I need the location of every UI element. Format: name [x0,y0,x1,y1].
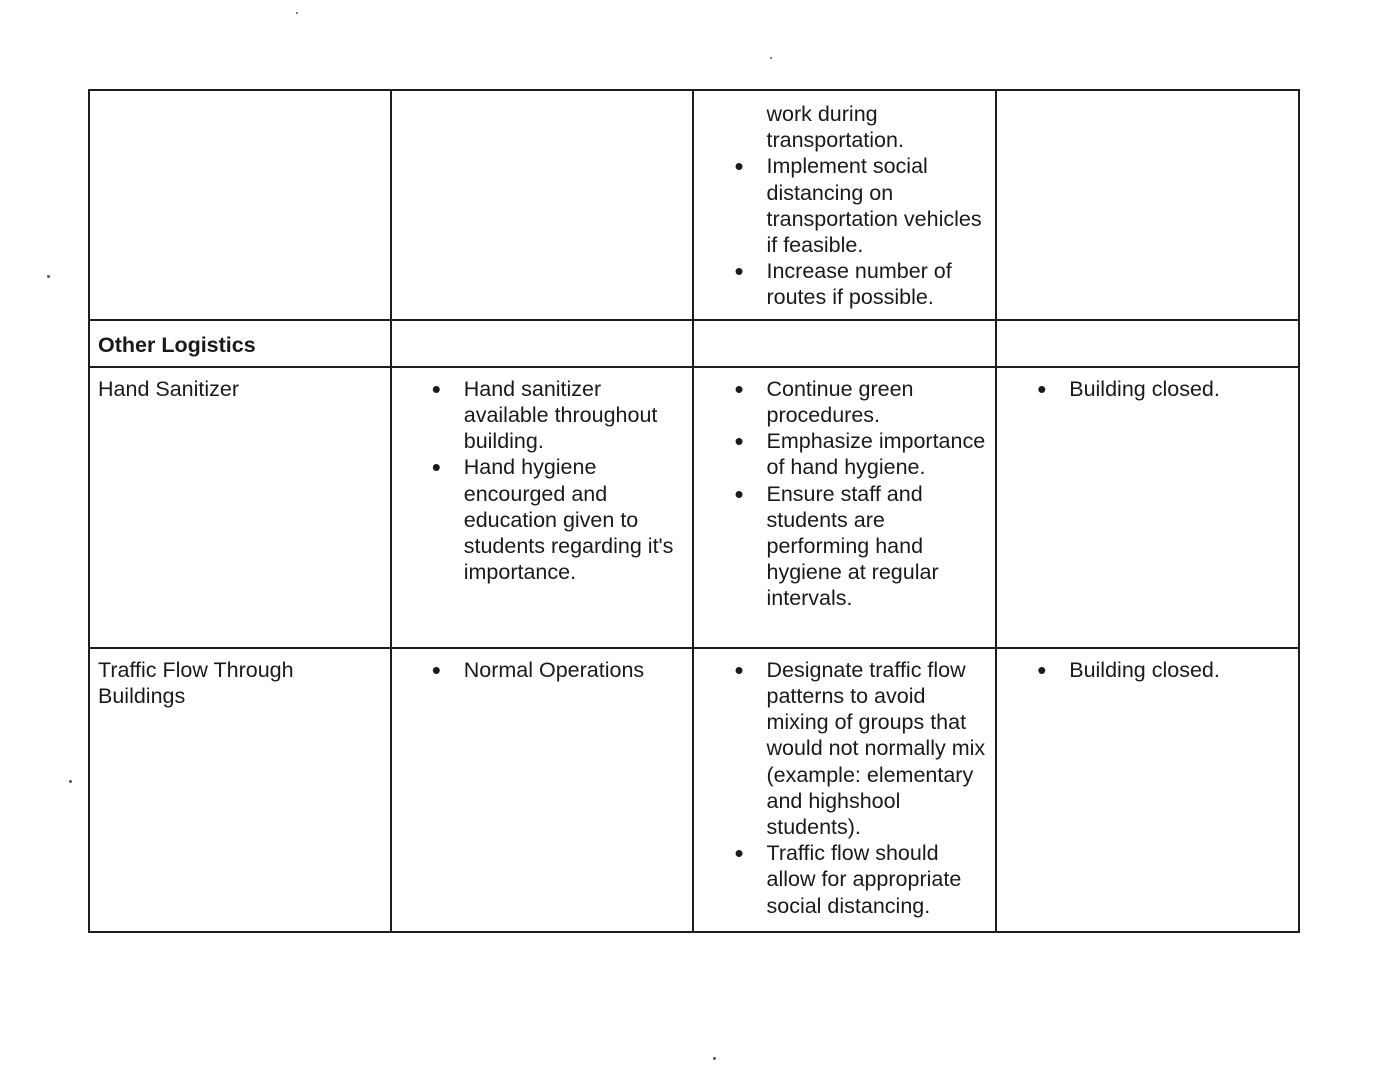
table-cell [391,367,694,648]
table-cell [693,320,996,367]
list-item: • Hand sanitizer available throughout building. [392,376,685,455]
list-item: • Building closed. [997,657,1290,683]
table-cell [693,648,996,932]
table-row-hand-sanitizer [89,367,1299,648]
table-row-traffic-flow [89,648,1299,932]
table-cell [996,320,1299,367]
scan-speck [296,12,298,14]
scan-speck [713,1057,716,1060]
list-item: • Building closed. [997,376,1290,402]
bullet-list [997,649,1298,691]
table-cell [996,90,1299,320]
bullet-list [694,91,995,319]
list-item: • Implement social distancing on transportation vehicles if feasible. [694,153,987,258]
list-item: work during transportation. [766,102,904,153]
table-cell [693,90,996,320]
table-cell [89,648,391,932]
table-cell [996,367,1299,648]
bullet-list [694,368,995,620]
bullet-list [694,649,995,927]
list-item: • Designate traffic flow patterns to avoid mixing of groups that would not normally mix (example: elementary and highshool students). [694,657,987,840]
bullet-list [392,649,693,691]
table-cell [89,90,391,320]
table-cell [89,320,391,367]
list-item: • Ensure staff and students are performing hand hygiene at regular intervals. [694,481,987,612]
list-item: • Hand hygiene encourged and education given to students regarding it's importance. [392,454,685,585]
row-label: Hand Sanitizer [98,376,240,401]
list-item: • Increase number of routes if possible. [694,258,987,310]
scan-speck [47,275,50,278]
list-item: • Traffic flow should allow for appropriate social distancing. [694,840,987,919]
table-cell [391,90,694,320]
table-cell [996,648,1299,932]
bullet-list [997,368,1298,410]
logistics-table [88,89,1300,933]
table-cell [693,367,996,648]
scan-speck [770,57,772,59]
list-item: • Continue green procedures. [694,376,987,428]
table-cell [391,320,694,367]
table-cell [391,648,694,932]
table-row-section-header [89,320,1299,367]
list-item: • Emphasize importance of hand hygiene. [694,428,987,480]
scan-speck [69,780,72,783]
row-label: Traffic Flow Through Buildings [98,657,294,709]
list-item: • Normal Operations [392,657,685,683]
bullet-list [392,368,693,594]
table-row-transportation-continued [89,90,1299,320]
section-title: Other Logistics [98,332,256,357]
table-cell [89,367,391,648]
